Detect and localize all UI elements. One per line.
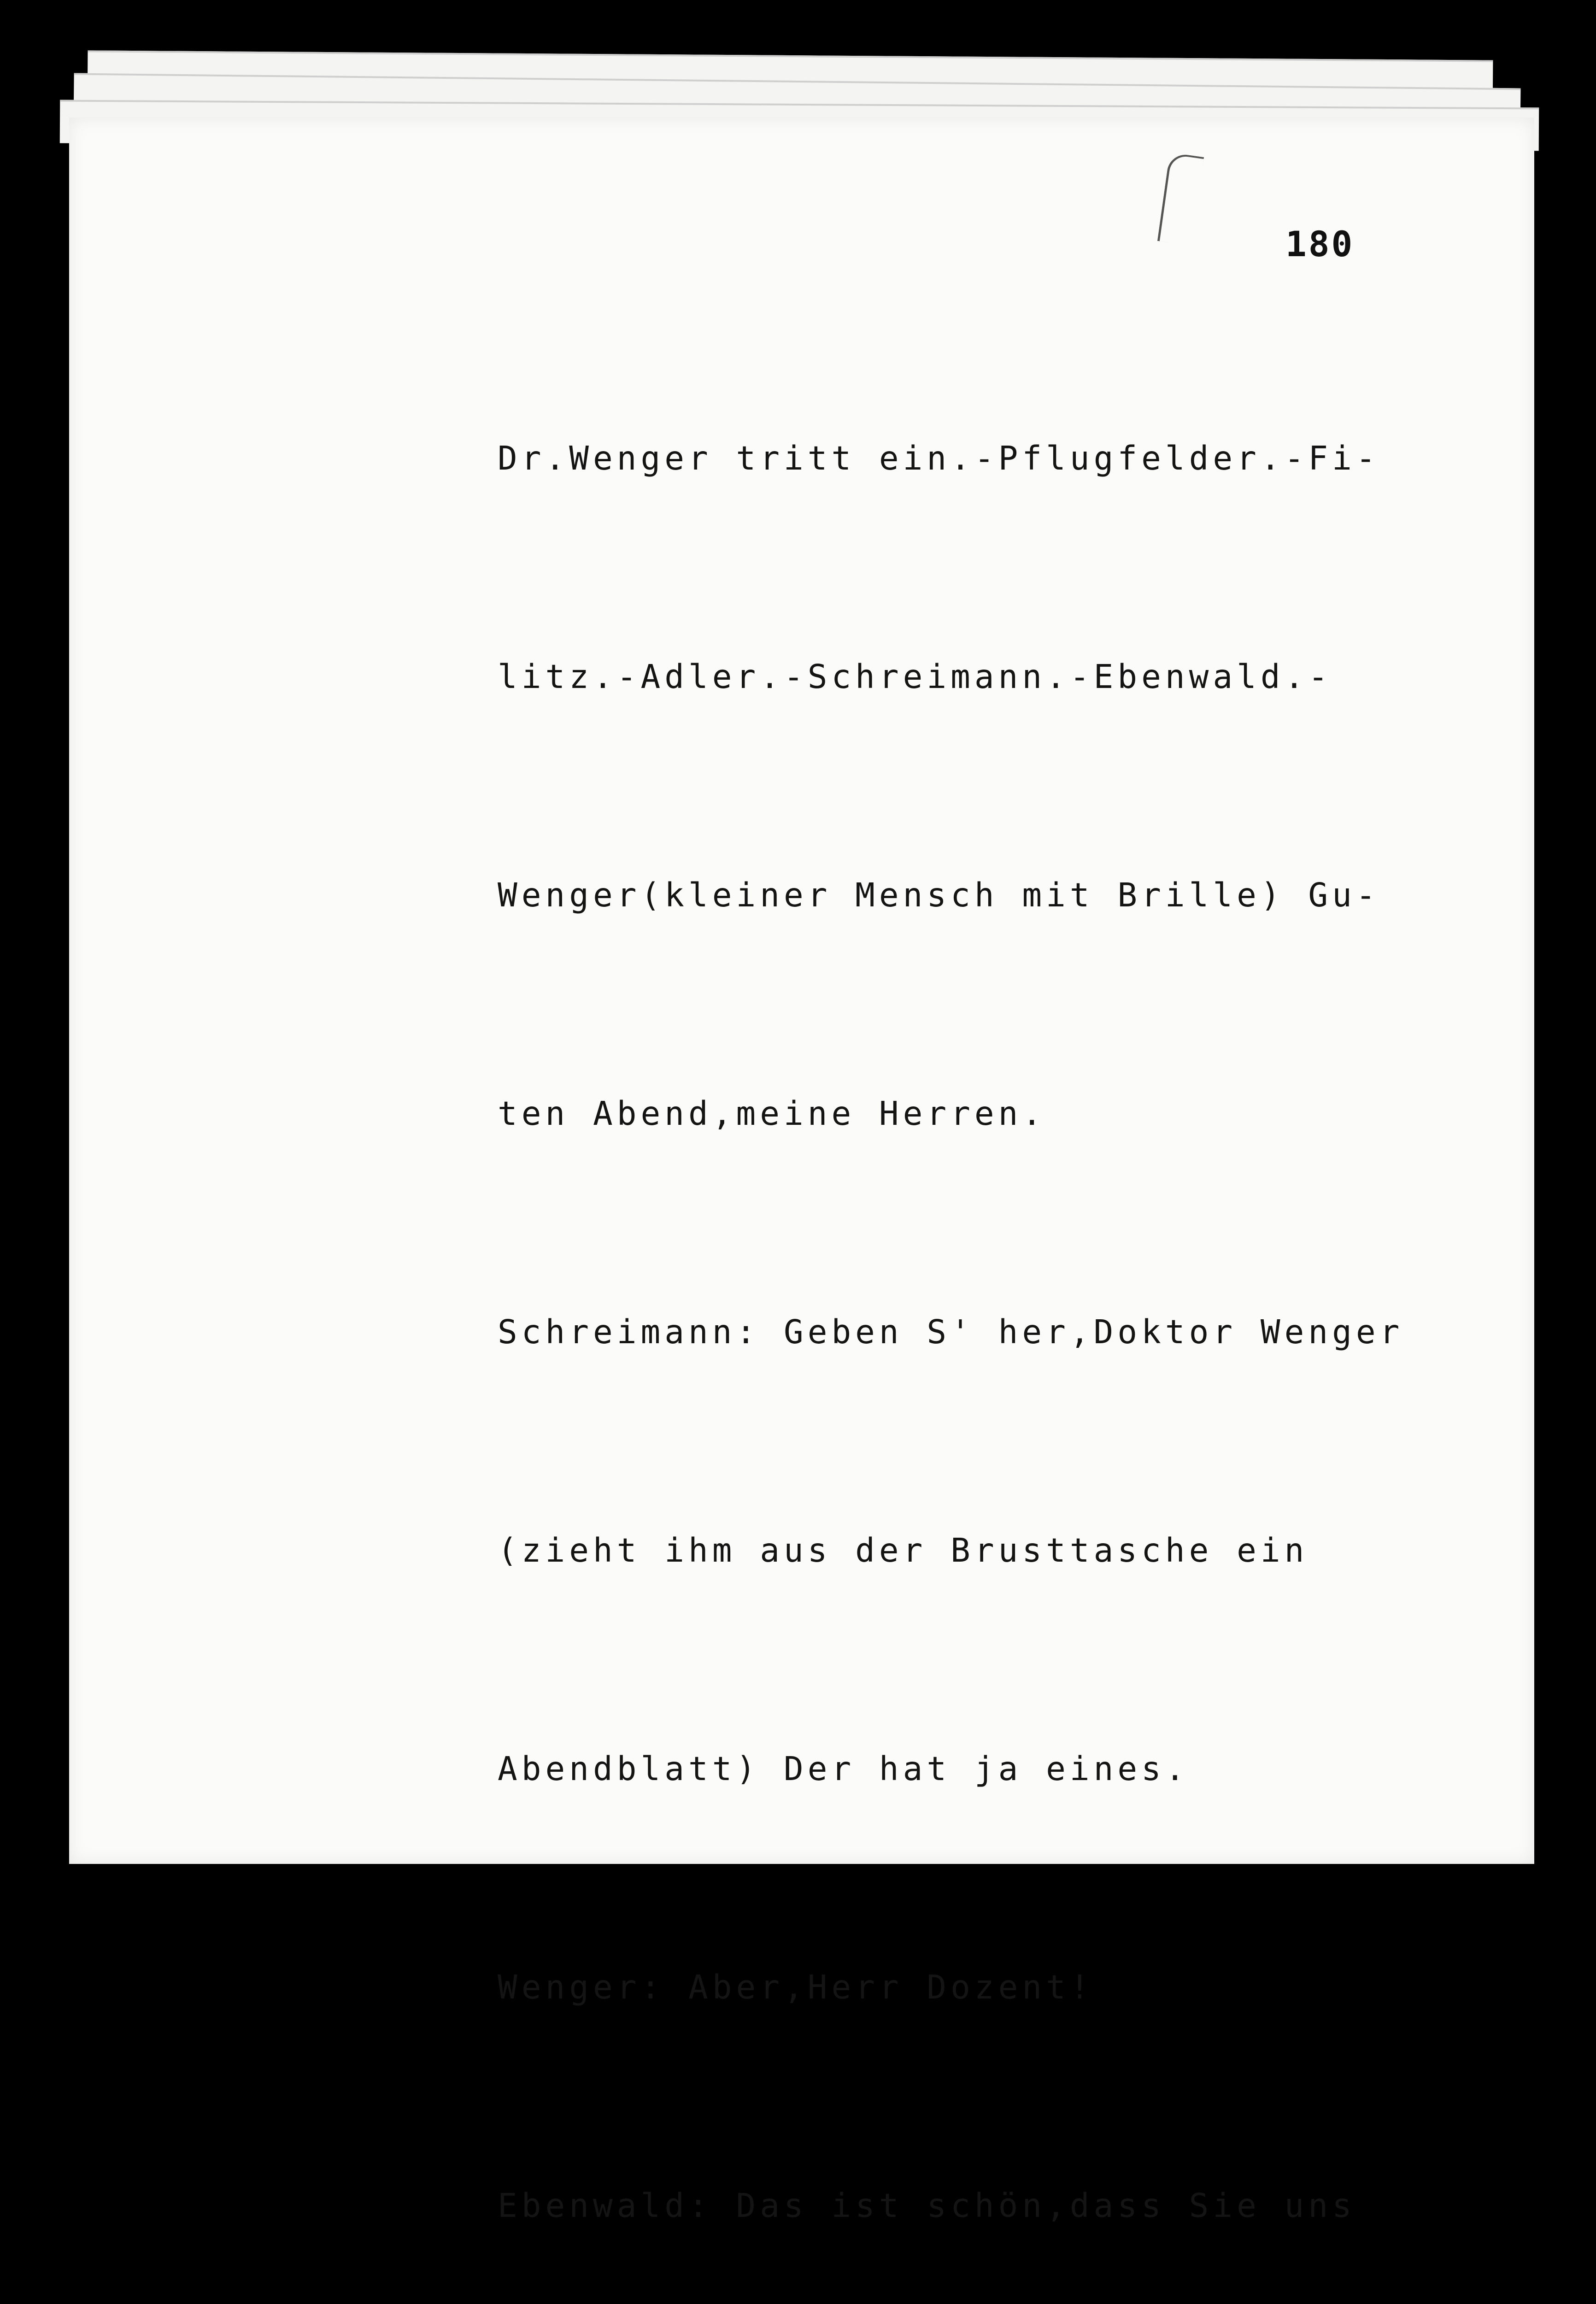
page-number: 180 — [1285, 223, 1355, 264]
text-line: Dr.Wenger tritt ein.-Pflugfelder.-Fi- — [498, 439, 1380, 477]
text-line: Wenger: Aber,Herr Dozent! — [498, 1968, 1094, 2006]
typescript-text — [498, 276, 1447, 2304]
text-line: Ebenwald: Das ist schön,dass Sie uns — [498, 2186, 1356, 2225]
text-line: ten Abend,meine Herren. — [498, 1094, 1046, 1133]
text-line: Wenger(kleiner Mensch mit Brille) Gu- — [498, 876, 1380, 914]
text-line: Schreimann: Geben S' her,Doktor Wenger — [498, 1313, 1404, 1351]
text-line: Abendblatt) Der hat ja eines. — [498, 1750, 1189, 1788]
text-line: (zieht ihm aus der Brusttasche ein — [498, 1531, 1308, 1569]
text-line: litz.-Adler.-Schreimann.-Ebenwald.- — [498, 658, 1332, 696]
